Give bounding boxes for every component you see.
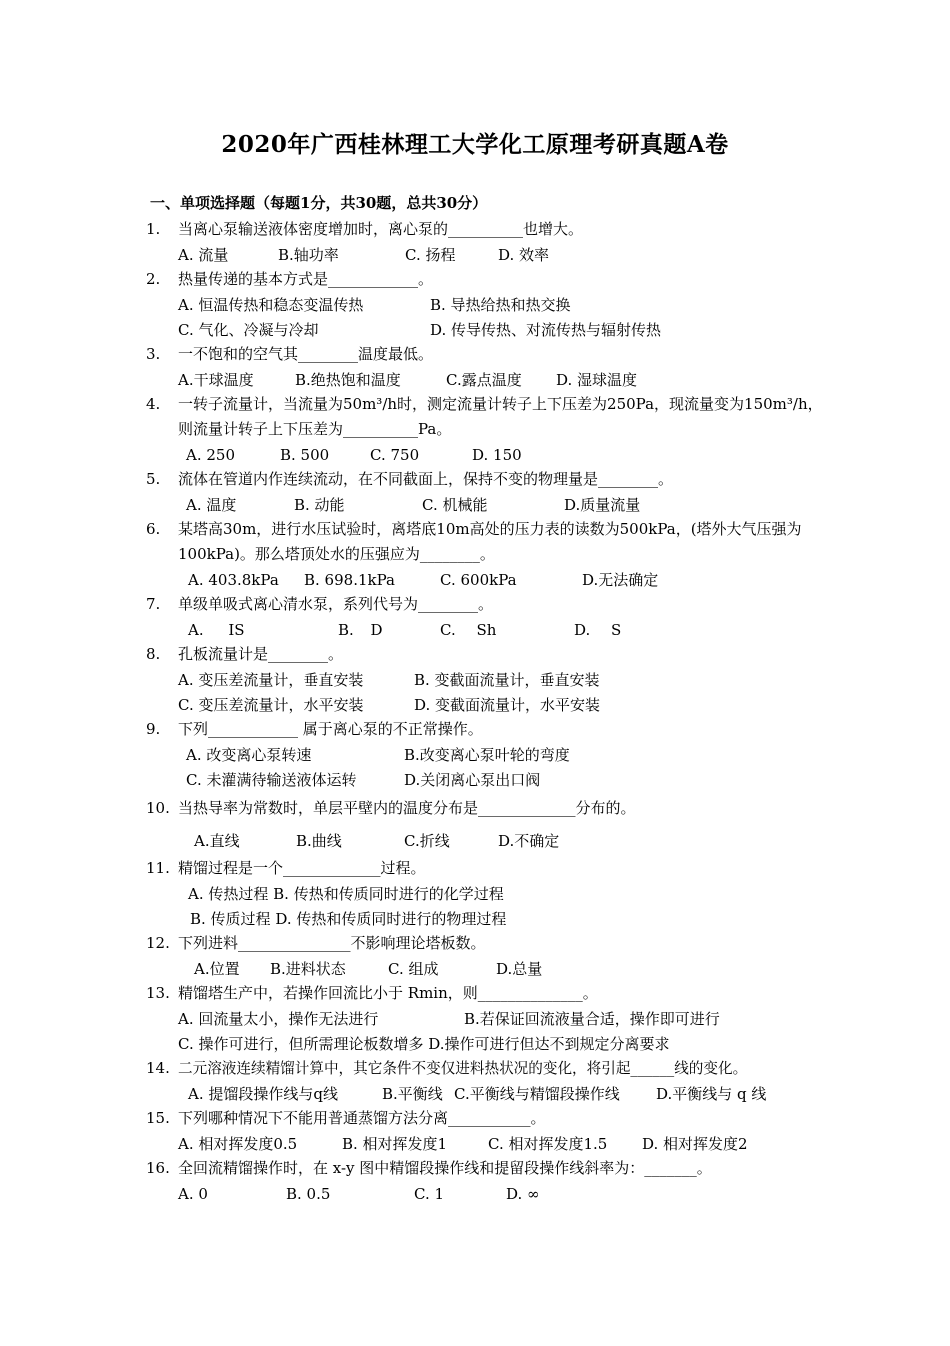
- option-b: B.若保证回流液量合适，操作即可进行: [464, 1010, 720, 1028]
- option-b: B. D: [338, 621, 383, 639]
- question-number: 10.: [146, 799, 170, 817]
- option-b: B.平衡线: [382, 1085, 443, 1103]
- option-d: D. 传导传热、对流传热与辐射传热: [430, 321, 662, 339]
- option-line-1: A. 传热过程 B. 传热和传质同时进行的化学过程: [188, 885, 504, 903]
- question-text: 精馏塔生产中，若操作回流比小于 Rmin，则______________。: [178, 984, 598, 1002]
- option-a: A. 温度: [186, 496, 237, 514]
- option-b: B.轴功率: [278, 246, 339, 264]
- section-heading: 一、单项选择题（每题1分，共30题，总共30分）: [150, 194, 488, 212]
- option-a: A. 恒温传热和稳态变温传热: [178, 296, 364, 314]
- option-d: D.质量流量: [564, 496, 641, 514]
- option-d: D. 效率: [498, 246, 550, 264]
- question-text: 孔板流量计是________。: [178, 645, 344, 663]
- option-a: A. 403.8kPa: [188, 571, 279, 589]
- option-c: C.平衡线与精馏段操作线: [454, 1085, 620, 1103]
- question-number: 12.: [146, 934, 170, 952]
- option-d: D. S: [574, 621, 622, 639]
- option-c: C. 750: [370, 446, 420, 464]
- page-title: 2020年广西桂林理工大学化工原理考研真题A卷: [221, 131, 729, 158]
- option-d: D. ∞: [506, 1185, 540, 1203]
- question-text: 一不饱和的空气其________温度最低。: [178, 345, 434, 363]
- option-c: C. 机械能: [422, 496, 488, 514]
- option-a: A. 相对挥发度0.5: [178, 1135, 298, 1153]
- option-d: D.总量: [496, 960, 543, 978]
- question-number: 14.: [146, 1059, 170, 1077]
- option-b: B.进料状态: [270, 960, 346, 978]
- option-c: C. 扬程: [405, 246, 456, 264]
- question-text: 当热导率为常数时，单层平壁内的温度分布是_____________分布的。: [178, 799, 636, 817]
- option-d: D. 相对挥发度2: [642, 1135, 748, 1153]
- question-text: 当离心泵输送液体密度增加时，离心泵的__________也增大。: [178, 220, 584, 238]
- question-number: 8.: [146, 645, 161, 663]
- question-text: 某塔高30m，进行水压试验时，离塔底10m高处的压力表的读数为500kPa，(塔外大气压强为100kPa)。那么塔顶处水的压强应为________。: [178, 520, 802, 563]
- question-text: 一转子流量计，当流量为50m³/h时，测定流量计转子上下压差为250Pa，现流量变为150m³/h，则流量计转子上下压差为__________Pa。: [178, 395, 823, 438]
- option-b: B.绝热饱和温度: [295, 371, 401, 389]
- question-text: 下列进料_______________不影响理论塔板数。: [178, 934, 486, 952]
- option-line-2: B. 传质过程 D. 传热和传质同时进行的物理过程: [190, 910, 507, 928]
- option-c: C.露点温度: [446, 371, 522, 389]
- question-number: 15.: [146, 1109, 170, 1127]
- option-a: A. 250: [186, 446, 235, 464]
- question-text: 二元溶液连续精馏计算中，其它条件不变仅进料热状况的变化，将引起______线的变化。: [178, 1060, 748, 1077]
- question-text: 单级单吸式离心清水泵，系列代号为________。: [178, 595, 494, 613]
- question-number: 5.: [146, 470, 161, 488]
- option-c: C. 气化、冷凝与冷却: [178, 321, 319, 339]
- option-a: A.干球温度: [178, 371, 254, 389]
- question-number: 11.: [146, 859, 170, 877]
- option-a: A. 改变离心泵转速: [186, 746, 312, 764]
- option-d: D.不确定: [498, 832, 560, 850]
- option-c: C. 变压差流量计，水平安装: [178, 696, 364, 714]
- question-number: 7.: [146, 595, 161, 613]
- option-b: B. 导热给热和热交换: [430, 296, 571, 314]
- option-d: D.平衡线与 q 线: [656, 1085, 767, 1103]
- option-cd: C. 操作可进行，但所需理论板数增多 D.操作可进行但达不到规定分离要求: [178, 1035, 670, 1053]
- option-c: C. 组成: [388, 960, 439, 978]
- option-d: D. 湿球温度: [556, 371, 638, 389]
- option-b: B. 698.1kPa: [304, 571, 395, 589]
- option-a: A. IS: [188, 621, 245, 639]
- option-d: D.关闭离心泵出口阀: [404, 771, 541, 789]
- option-a: A. 0: [178, 1185, 208, 1203]
- question-number: 9.: [146, 720, 161, 738]
- question-text: 流体在管道内作连续流动，在不同截面上，保持不变的物理量是________。: [178, 470, 674, 488]
- option-d: D.无法确定: [582, 571, 659, 589]
- question-4: [146, 392, 826, 442]
- option-a: A.直线: [194, 832, 240, 850]
- question-text: 全回流精馏操作时，在 x-y 图中精馏段操作线和提留段操作线斜率为：_______。: [178, 1159, 712, 1177]
- option-c: C. 相对挥发度1.5: [488, 1135, 608, 1153]
- option-b: B.改变离心泵叶轮的弯度: [404, 746, 570, 764]
- question-number: 4.: [146, 395, 161, 413]
- option-b: B. 变截面流量计，垂直安装: [414, 671, 600, 689]
- question-number: 6.: [146, 520, 161, 538]
- option-b: B.曲线: [296, 832, 342, 850]
- question-number: 13.: [146, 984, 170, 1002]
- option-c: C. 未灌满待输送液体运转: [186, 771, 357, 789]
- option-a: A. 提馏段操作线与q线: [188, 1085, 338, 1103]
- question-text: 热量传递的基本方式是____________。: [178, 270, 434, 288]
- option-a: A. 变压差流量计，垂直安装: [178, 671, 364, 689]
- option-a: A. 流量: [178, 246, 229, 264]
- question-6: [146, 517, 826, 567]
- option-c: C.折线: [404, 832, 450, 850]
- option-b: B. 0.5: [286, 1185, 331, 1203]
- question-text: 精馏过程是一个_____________过程。: [178, 859, 426, 877]
- option-a: A. 回流量太小，操作无法进行: [178, 1010, 379, 1028]
- question-number: 16.: [146, 1159, 170, 1177]
- question-number: 3.: [146, 345, 161, 363]
- question-text: 下列____________ 属于离心泵的不正常操作。: [178, 720, 483, 738]
- option-c: C. 1: [414, 1185, 445, 1203]
- question-text: 下列哪种情况下不能用普通蒸馏方法分离___________。: [178, 1109, 546, 1127]
- option-c: C. Sh: [440, 621, 497, 639]
- option-b: B. 动能: [294, 496, 345, 514]
- option-b: B. 500: [280, 446, 330, 464]
- question-number: 1.: [146, 220, 161, 238]
- option-c: C. 600kPa: [440, 571, 517, 589]
- option-d: D. 150: [472, 446, 522, 464]
- option-b: B. 相对挥发度1: [342, 1135, 448, 1153]
- question-number: 2.: [146, 270, 161, 288]
- option-a: A.位置: [194, 960, 240, 978]
- option-d: D. 变截面流量计，水平安装: [414, 696, 601, 714]
